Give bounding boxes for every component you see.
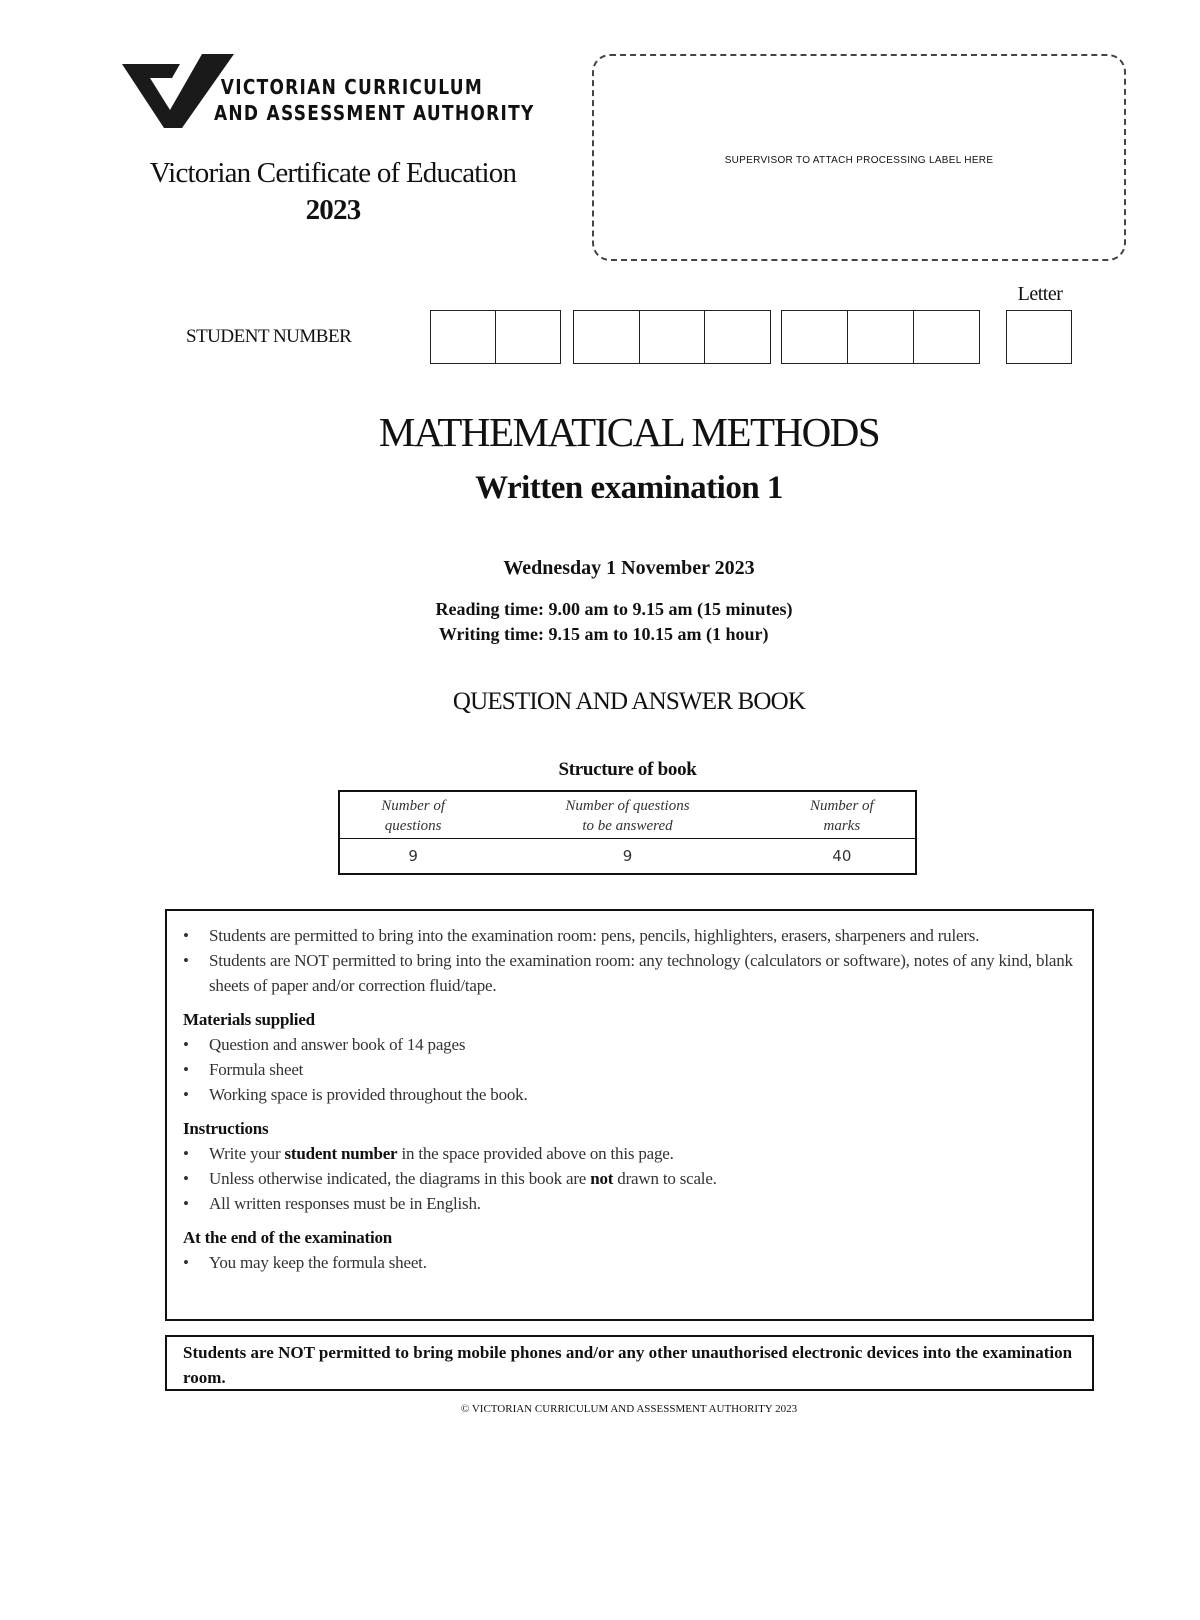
logo-text: VICTORIAN CURRICULUM AND ASSESSMENT AUTHORITY — [214, 75, 535, 125]
structure-title: Structure of book — [558, 759, 697, 780]
list-item: • Students are NOT permitted to bring into the examination room: any technology (calculators or software), notes of any kind, blank sheets of paper and/or correction fluid/tape. — [183, 948, 1076, 998]
student-number-digit-box[interactable] — [574, 311, 639, 363]
instructions-box — [165, 909, 1094, 1321]
value-questions: 9 — [408, 847, 418, 865]
structure-table — [338, 790, 917, 875]
permitted-list — [183, 923, 1076, 998]
structure-value-row — [339, 839, 916, 875]
list-item: • You may keep the formula sheet. — [183, 1250, 1076, 1275]
end-heading: At the end of the examination — [183, 1228, 393, 1247]
instructions-heading: Instructions — [183, 1119, 269, 1138]
student-number-group-2 — [573, 310, 771, 364]
student-number-digit-box[interactable] — [847, 311, 913, 363]
student-number-label: STUDENT NUMBER — [186, 326, 352, 347]
student-letter-group — [1006, 310, 1072, 364]
list-item: • Formula sheet — [183, 1057, 1076, 1082]
subject-title: MATHEMATICAL METHODS — [378, 409, 880, 455]
materials-list — [183, 1032, 1076, 1107]
mobile-phone-warning: Students are NOT permitted to bring mobile phones and/or any other unauthorised electronic devices into the examination room. — [165, 1335, 1094, 1391]
reading-time: 9.00 am to 9.15 am (15 minutes) — [548, 599, 793, 619]
student-number-digit-box[interactable] — [431, 311, 495, 363]
paper-title: Written examination 1 — [475, 470, 783, 506]
list-item: • Working space is provided throughout the book. — [183, 1082, 1076, 1107]
student-number-digit-box[interactable] — [913, 311, 979, 363]
instructions-list — [183, 1141, 1076, 1216]
exam-date: Wednesday 1 November 2023 — [503, 557, 755, 579]
student-number-digit-box[interactable] — [495, 311, 560, 363]
student-number-digit-box[interactable] — [782, 311, 847, 363]
copyright: © VICTORIAN CURRICULUM AND ASSESSMENT AUTHORITY 2023 — [460, 1403, 798, 1415]
header-number-of-questions: Number of questions — [339, 791, 486, 839]
list-item: • All written responses must be in English. — [183, 1191, 1076, 1216]
book-type: QUESTION AND ANSWER BOOK — [452, 688, 806, 715]
student-letter-box[interactable] — [1007, 311, 1071, 363]
student-number-group-3 — [781, 310, 980, 364]
list-item: • Unless otherwise indicated, the diagrams in this book are not drawn to scale. — [183, 1166, 1076, 1191]
materials-heading: Materials supplied — [183, 1010, 315, 1029]
letter-label: Letter — [1017, 283, 1063, 305]
student-number-digit-box[interactable] — [704, 311, 770, 363]
list-item: • Write your student number in the space provided above on this page. — [183, 1141, 1076, 1166]
list-item: • Question and answer book of 14 pages — [183, 1032, 1076, 1057]
header-number-of-marks: Number of marks — [769, 791, 916, 839]
processing-label-text: SUPERVISOR TO ATTACH PROCESSING LABEL HERE — [724, 155, 994, 166]
student-number-digit-box[interactable] — [639, 311, 705, 363]
reading-time-label: Reading time: — [435, 599, 544, 619]
writing-time: 9.15 am to 10.15 am (1 hour) — [548, 624, 769, 644]
student-number-group-1 — [430, 310, 561, 364]
end-list — [183, 1250, 1076, 1275]
certificate-title: Victorian Certificate of Education 2023 — [149, 157, 517, 226]
exam-times — [408, 597, 792, 647]
header-questions-to-answer: Number of questions to be answered — [486, 791, 768, 839]
value-marks: 40 — [832, 847, 852, 865]
value-to-answer: 9 — [622, 847, 633, 865]
structure-header-row — [339, 791, 916, 839]
writing-time-label: Writing time: — [438, 624, 544, 644]
list-item: • Students are permitted to bring into the examination room: pens, pencils, highlighters, erasers, sharpeners and rulers. — [183, 923, 1076, 948]
